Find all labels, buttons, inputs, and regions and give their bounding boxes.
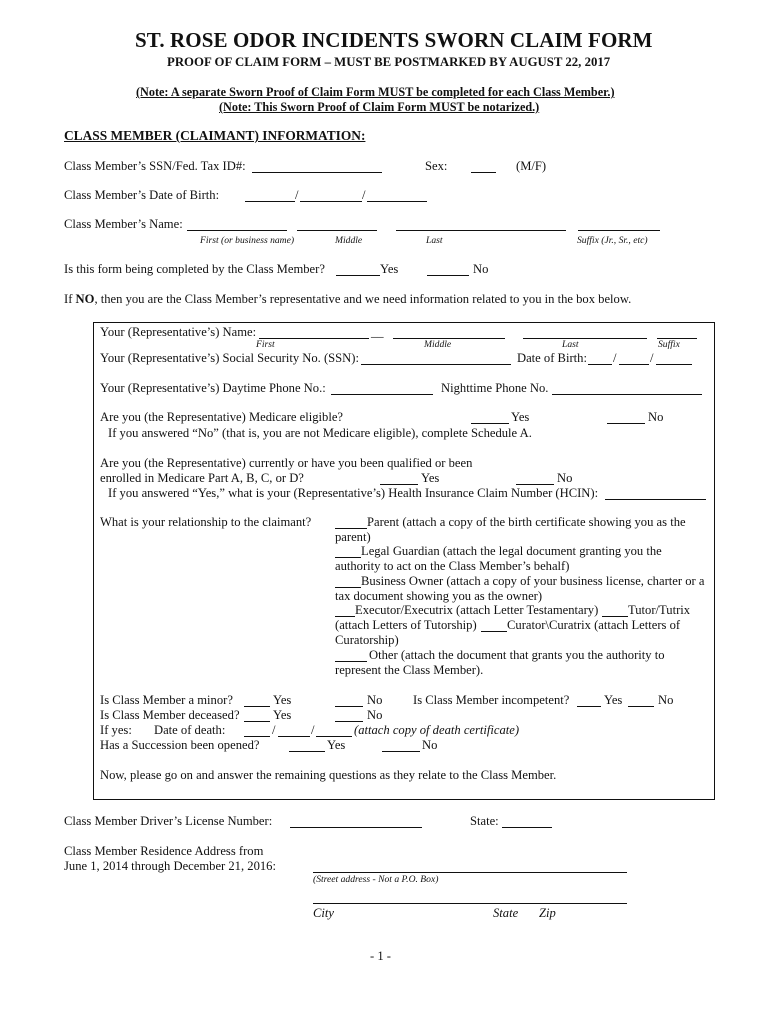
claimant-last-name-field[interactable] (396, 230, 566, 231)
medicare-parts-no-field[interactable] (516, 484, 554, 485)
hcin-question: If you answered “Yes,” what is your (Representative’s) Health Insurance Claim Number (HCIN): (108, 486, 599, 500)
medicare-parts-yes-label: Yes (421, 471, 440, 485)
claimant-sex-label: Sex: (425, 159, 448, 173)
death-year-field[interactable] (316, 736, 352, 737)
claimant-sex-hint: (M/F) (516, 159, 547, 173)
if-yes-label: If yes: (100, 723, 132, 737)
relationship-tutor-label: Tutor/Tutrix (628, 603, 691, 617)
relationship-guardian-field[interactable] (335, 557, 361, 558)
rep-day-phone-label: Your (Representative’s) Daytime Phone No.: (100, 381, 326, 395)
license-number-label: Class Member Driver’s License Number: (64, 814, 273, 828)
relationship-business-owner-field[interactable] (335, 587, 361, 588)
claimant-ssn-label: Class Member’s SSN/Fed. Tax ID#: (64, 159, 246, 173)
note-notarized: (Note: This Sworn Proof of Claim Form MUST be notarized.) (219, 100, 540, 114)
state-caption: State (493, 906, 519, 920)
succession-no-label: No (422, 738, 438, 752)
rep-middle-caption: Middle (424, 339, 452, 350)
death-month-field[interactable] (244, 736, 270, 737)
completed-no-label: No (473, 262, 489, 276)
relationship-curator-field[interactable] (481, 631, 507, 632)
medicare-parts-no-label: No (557, 471, 573, 485)
minor-no-label: No (367, 693, 383, 707)
relationship-parent-field[interactable] (335, 528, 367, 529)
street-address-caption: (Street address - Not a P.O. Box) (313, 874, 439, 885)
claimant-suffix-field[interactable] (578, 230, 660, 231)
relationship-parent-label: Parent (attach a copy of the birth certificate showing you as the (367, 515, 686, 529)
completed-no-field[interactable] (427, 275, 469, 276)
death-date-slash: / (272, 723, 276, 737)
residence-address-label-line2: June 1, 2014 through December 21, 2016: (64, 859, 276, 873)
license-number-field[interactable] (290, 827, 422, 828)
rep-dob-month-field[interactable] (588, 364, 612, 365)
claimant-dob-slash: / (362, 188, 366, 202)
relationship-executor-field[interactable] (335, 616, 355, 617)
relationship-other-label-cont: represent the Class Member). (335, 663, 484, 677)
succession-yes-field[interactable] (289, 751, 325, 752)
incompetent-no-label: No (658, 693, 674, 707)
page-number: - 1 - (370, 949, 391, 963)
hcin-field[interactable] (605, 499, 706, 500)
relationship-other-label: Other (attach the document that grants you the authority to (369, 648, 665, 662)
rep-night-phone-field[interactable] (552, 394, 702, 395)
rep-dob-day-field[interactable] (619, 364, 649, 365)
claimant-sex-field[interactable] (471, 172, 496, 173)
deceased-no-field[interactable] (335, 721, 363, 722)
completed-yes-label: Yes (380, 262, 399, 276)
relationship-parent-label-cont: parent) (335, 530, 371, 544)
rep-dob-label: Date of Birth: (517, 351, 587, 365)
medicare-eligible-question: Are you (the Representative) Medicare eligible? (100, 410, 344, 424)
minor-yes-label: Yes (273, 693, 292, 707)
claimant-section-heading: CLASS MEMBER (CLAIMANT) INFORMATION: (64, 128, 366, 143)
medicare-parts-yes-field[interactable] (380, 484, 418, 485)
claimant-last-name-caption: Last (426, 235, 443, 246)
death-day-field[interactable] (278, 736, 310, 737)
completed-yes-field[interactable] (336, 275, 380, 276)
claimant-dob-label: Class Member’s Date of Birth: (64, 188, 220, 202)
rep-day-phone-field[interactable] (331, 394, 433, 395)
minor-question: Is Class Member a minor? (100, 693, 233, 707)
note-separate-form: (Note: A separate Sworn Proof of Claim Form MUST be completed for each Class Member.) (136, 85, 615, 99)
relationship-executor-label: Executor/Executrix (attach Letter Testamentary) (355, 603, 599, 617)
claimant-dob-slash: / (295, 188, 299, 202)
claimant-ssn-field[interactable] (252, 172, 382, 173)
rep-ssn-field[interactable] (361, 364, 511, 365)
rep-dob-year-field[interactable] (656, 364, 692, 365)
form-subtitle: PROOF OF CLAIM FORM – MUST BE POSTMARKED BY AUGUST 22, 2017 (167, 55, 611, 69)
city-state-zip-field[interactable] (313, 903, 627, 904)
claimant-dob-year-field[interactable] (367, 201, 427, 202)
rep-dob-slash: / (613, 351, 617, 365)
rep-last-caption: Last (562, 339, 579, 350)
license-state-label: State: (470, 814, 499, 828)
incompetent-no-field[interactable] (628, 706, 654, 707)
incompetent-yes-label: Yes (604, 693, 623, 707)
claimant-dob-month-field[interactable] (245, 201, 295, 202)
claimant-first-name-field[interactable] (187, 230, 287, 231)
deceased-no-label: No (367, 708, 383, 722)
claimant-middle-name-field[interactable] (297, 230, 377, 231)
relationship-business-owner-label: Business Owner (attach a copy of your business license, charter or a (361, 574, 705, 588)
death-date-slash: / (311, 723, 315, 737)
zip-caption: Zip (539, 906, 556, 920)
deceased-yes-field[interactable] (244, 721, 270, 722)
claimant-dob-day-field[interactable] (300, 201, 362, 202)
medicare-no-field[interactable] (607, 423, 645, 424)
deceased-question: Is Class Member deceased? (100, 708, 240, 722)
completed-by-member-question: Is this form being completed by the Class Member? (64, 262, 325, 276)
relationship-business-owner-label-cont: tax document showing you as the owner) (335, 589, 543, 603)
claimant-suffix-caption: Suffix (Jr., Sr., etc) (577, 235, 648, 246)
form-title: ST. ROSE ODOR INCIDENTS SWORN CLAIM FORM (135, 28, 653, 52)
claimant-name-label: Class Member’s Name: (64, 217, 183, 231)
relationship-question: What is your relationship to the claimant? (100, 515, 312, 529)
minor-yes-field[interactable] (244, 706, 270, 707)
relationship-guardian-label: Legal Guardian (attach the legal document granting you the (361, 544, 662, 558)
medicare-schedule-note: If you answered “No” (that is, you are not Medicare eligible), complete Schedule A. (108, 426, 532, 440)
relationship-curator-label: Curator\Curatrix (attach Letters of (507, 618, 681, 632)
rep-last-name-field[interactable] (523, 338, 647, 339)
medicare-yes-label: Yes (511, 410, 530, 424)
representative-closing-note: Now, please go on and answer the remaining questions as they relate to the Class Member. (100, 768, 557, 782)
death-certificate-note: (attach copy of death certificate) (354, 723, 520, 737)
relationship-tutor-label-cont: (attach Letters of Tutorship) (335, 618, 477, 632)
claimant-middle-name-caption: Middle (335, 235, 363, 246)
rep-ssn-label: Your (Representative’s) Social Security No. (SSN): (100, 351, 359, 365)
relationship-tutor-field[interactable] (602, 616, 628, 617)
rep-night-phone-label: Nighttime Phone No. (441, 381, 549, 395)
rep-name-dash: __ (371, 325, 384, 339)
residence-address-label-line1: Class Member Residence Address from (64, 844, 264, 858)
license-state-field[interactable] (502, 827, 552, 828)
incompetent-yes-field[interactable] (577, 706, 601, 707)
claimant-first-name-caption: First (or business name) (200, 235, 295, 246)
succession-question: Has a Succession been opened? (100, 738, 260, 752)
incompetent-question: Is Class Member incompetent? (413, 693, 570, 707)
rep-first-caption: First (256, 339, 275, 350)
medicare-no-label: No (648, 410, 664, 424)
relationship-other-field[interactable] (335, 661, 367, 662)
rep-suffix-caption: Suffix (658, 339, 680, 350)
city-caption: City (313, 906, 334, 920)
medicare-parts-question-line1: Are you (the Representative) currently or have you been qualified or been (100, 456, 473, 470)
relationship-curator-label-cont: Curatorship) (335, 633, 399, 647)
rep-first-name-field[interactable] (259, 338, 369, 339)
medicare-yes-field[interactable] (471, 423, 509, 424)
succession-yes-label: Yes (327, 738, 346, 752)
succession-no-field[interactable] (382, 751, 420, 752)
street-address-field[interactable] (313, 872, 627, 873)
date-of-death-label: Date of death: (154, 723, 226, 737)
medicare-parts-question-line2: enrolled in Medicare Part A, B, C, or D? (100, 471, 304, 485)
deceased-yes-label: Yes (273, 708, 292, 722)
rep-dob-slash: / (650, 351, 654, 365)
relationship-guardian-label-cont: authority to act on the Class Member’s behalf) (335, 559, 570, 573)
if-no-instruction: If NO, then you are the Class Member’s representative and we need information related to you in the box below. (64, 292, 632, 306)
minor-no-field[interactable] (335, 706, 363, 707)
rep-name-label: Your (Representative’s) Name: (100, 325, 257, 339)
